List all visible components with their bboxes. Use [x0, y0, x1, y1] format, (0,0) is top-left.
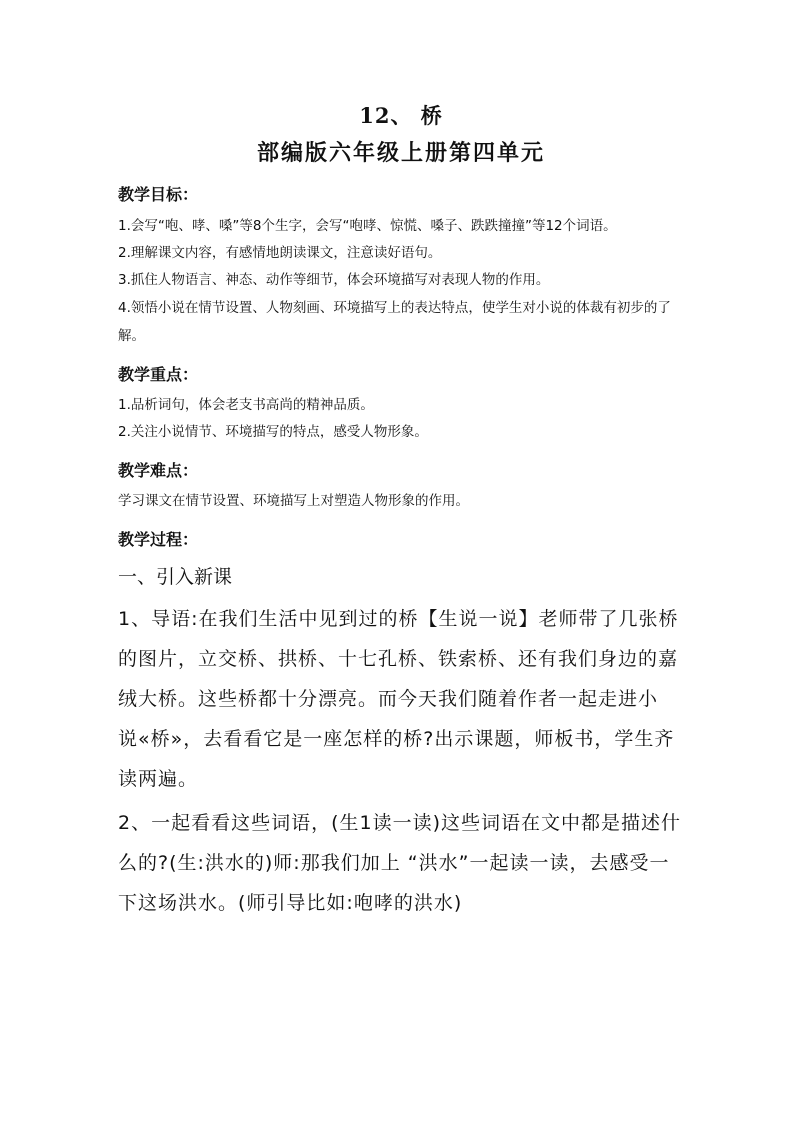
body-paragraph: 2、一起看看这些词语，(生1读一读)这些词语在文中都是描述什么的?(生:洪水的)师:那我们加上 “洪水”一起读一读，去感受一下这场洪水。(师引导比如:咆哮的洪水)	[118, 812, 682, 914]
goal-item: 1.会写“咆、哮、嗓”等8个生字，会写“咆哮、惊慌、嗓子、跌跌撞撞”等12个词语。	[118, 218, 617, 234]
difficulty-text: 学习课文在情节设置、环境描写上对塑造人物形象的作用。	[118, 493, 469, 509]
key-point-item: 2.关注小说情节、环境描写的特点，感受人物形象。	[118, 424, 428, 440]
section-title: 一、引入新课	[118, 566, 233, 588]
body-paragraph: 1、导语:在我们生活中见到过的桥【生说一说】老师带了几张桥的图片，立交桥、拱桥、十七孔桥、铁索桥、还有我们身边的嘉绒大桥。这些桥都十分漂亮。而今天我们随着作者一起走进小说«桥»，去看看它是一座怎样的桥?出示课题，师板书，学生齐读两遍。	[118, 608, 679, 790]
lesson-title: 12、 桥	[359, 103, 443, 128]
goal-item: 4.领悟小说在情节设置、人物刻画、环境描写上的表达特点，使学生对小说的体裁有初步的了解。	[118, 300, 671, 344]
key-point-item: 1.品析词句，体会老支书高尚的精神品质。	[118, 397, 374, 413]
goal-item: 2.理解课文内容，有感情地朗读课文，注意读好语句。	[118, 245, 442, 261]
process-heading: 教学过程：	[118, 530, 199, 549]
goals-heading: 教学目标：	[118, 185, 199, 204]
key-points-heading: 教学重点：	[118, 365, 199, 384]
goal-item: 3.抓住人物语言、神态、动作等细节，体会环境描写对表现人物的作用。	[118, 272, 550, 288]
lesson-subtitle: 部编版六年级上册第四单元	[256, 140, 545, 166]
difficulty-heading: 教学难点：	[118, 461, 199, 480]
